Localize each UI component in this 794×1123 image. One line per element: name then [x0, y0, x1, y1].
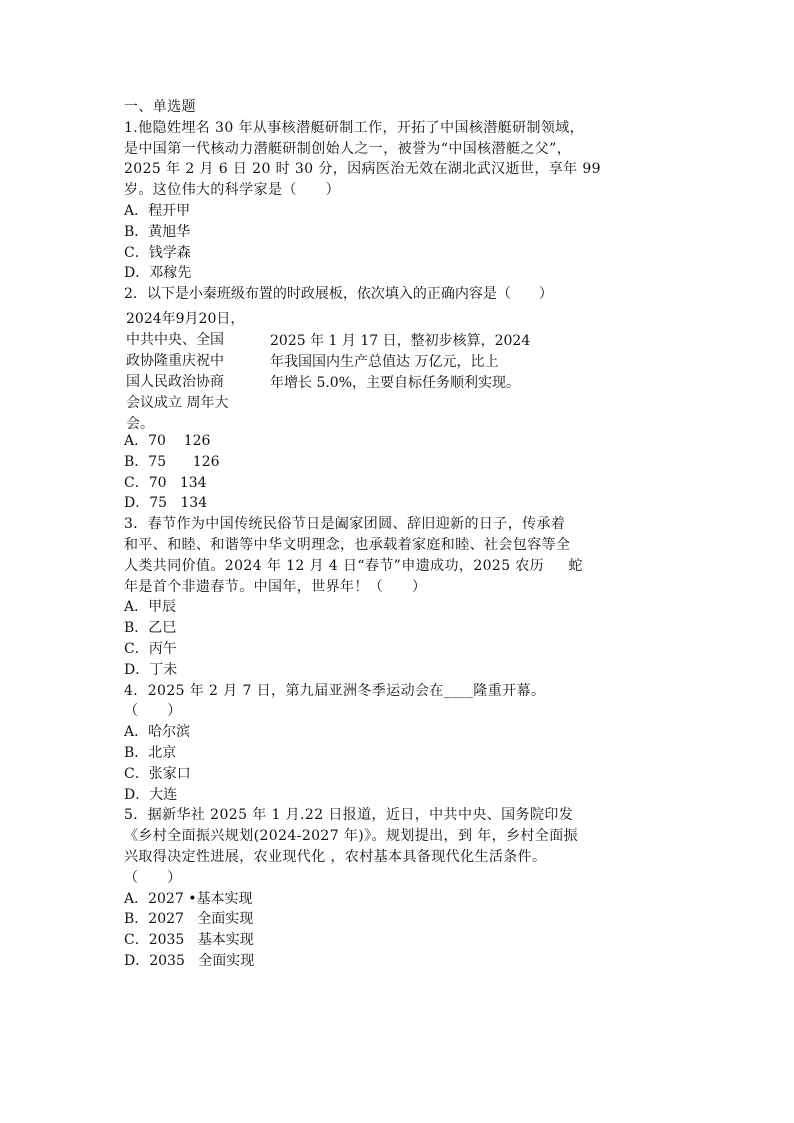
question-3-line-4: 年是首个非遗春节。中国年，世界年！（ ） — [124, 578, 427, 595]
board-left-line: 会议成立 周年大 — [126, 394, 229, 411]
question-3-line-3: 人类共同价值。2024 年 12 月 4 日“春节”申遗成功，2025 农历 蛇 — [124, 557, 583, 574]
question-4-option-c[interactable]: C．张家口 — [124, 765, 191, 782]
worksheet-page — [124, 97, 669, 972]
question-2-option-c[interactable]: C．70 134 — [124, 474, 207, 491]
question-2-option-b[interactable]: B．75 126 — [124, 453, 220, 470]
question-3-option-a[interactable]: A．甲辰 — [124, 599, 177, 616]
question-3-line-2: 和平、和睦、和谐等中华文明理念，也承载着家庭和睦、社会包容等全 — [124, 536, 571, 553]
question-5-line-3: 兴取得决定性进展，农业现代化 ，农村基本具备现代化生活条件。 — [124, 848, 547, 865]
question-3-option-c[interactable]: C．丙午 — [124, 640, 177, 657]
board-right-line: 2025 年 1 月 17 日，整初步核算，2024 — [270, 332, 531, 349]
question-3-option-b[interactable]: B．乙巳 — [124, 620, 177, 637]
current-affairs-board — [124, 309, 669, 431]
board-right-panel — [270, 331, 580, 394]
board-right-line: 年我国国内生产总值达 万亿元，比上 — [270, 353, 499, 370]
question-5-option-c[interactable]: C．2035 基本实现 — [124, 932, 254, 949]
board-left-line: 会。 — [126, 415, 154, 432]
question-5-line-2: 《乡村全面振兴规划(2024-2027 年)》。规划提出，到 年，乡村全面振 — [124, 828, 579, 845]
question-5-option-b[interactable]: B．2027 全面实现 — [124, 911, 254, 928]
board-left-line: 中共中央、全国 — [126, 331, 224, 348]
board-left-panel — [126, 309, 260, 435]
board-left-line: 国人民政治协商 — [126, 373, 224, 390]
question-1 — [124, 118, 669, 284]
question-1-option-c[interactable]: C．钱学森 — [124, 244, 191, 261]
question-5-line-1: 5．据新华社 2025 年 1 月.22 日报道，近日，中共中央、国务院印发 — [124, 807, 574, 824]
question-1-option-a[interactable]: A．程开甲 — [124, 202, 191, 219]
question-1-option-d[interactable]: D．邓稼先 — [124, 265, 192, 282]
question-4-line-1: 4．2025 年 2 月 7 日，第九届亚洲冬季运动会在____隆重开幕。 — [124, 682, 546, 699]
section-title: 一、单选题 — [124, 99, 196, 115]
question-5-option-a[interactable]: A．2027 •基本实现 — [124, 890, 253, 907]
question-1-line-2: 是中国第一代核动力潜艇研制创始人之一，被誉为“中国核潜艇之父”， — [124, 140, 572, 157]
question-3-line-1: 3．春节作为中国传统民俗节日是阖家团圆、辞旧迎新的日子，传承着 — [124, 516, 566, 533]
board-left-line: 政协隆重庆祝中 — [126, 352, 224, 369]
board-left-line: 2024年9月20日， — [126, 310, 245, 327]
question-2 — [124, 284, 669, 514]
question-5-option-d[interactable]: D．2035 全面实现 — [124, 952, 255, 969]
board-right-line: 年增长 5.0%，主要自标任务顺利实现。 — [270, 374, 521, 391]
question-4-option-d[interactable]: D．大连 — [124, 786, 178, 803]
question-2-stem: 2．以下是小秦班级布置的时政展板，依次填入的正确内容是（ ） — [124, 286, 553, 303]
question-1-line-1: 1.他隐姓埋名 30 年从事核潜艇研制工作，开拓了中国核潜艇研制领域， — [124, 119, 585, 136]
question-2-option-a[interactable]: A．70 126 — [124, 432, 211, 449]
question-2-option-d[interactable]: D．75 134 — [124, 495, 208, 512]
question-1-line-3: 2025 年 2 月 6 日 20 时 30 分，因病医治无效在湖北武汉逝世，享年 99 — [124, 161, 601, 178]
question-3 — [124, 514, 669, 680]
question-1-line-4: 岁。这位伟大的科学家是（ ） — [124, 182, 340, 199]
question-3-option-d[interactable]: D．丁未 — [124, 661, 178, 678]
question-5-line-4: （ ） — [124, 869, 182, 886]
question-4-option-b[interactable]: B．北京 — [124, 744, 177, 761]
question-4-option-a[interactable]: A．哈尔滨 — [124, 724, 191, 741]
question-4-line-2: （ ） — [124, 703, 182, 720]
question-5 — [124, 805, 669, 971]
question-1-option-b[interactable]: B．黄旭华 — [124, 223, 191, 240]
question-4 — [124, 681, 669, 806]
